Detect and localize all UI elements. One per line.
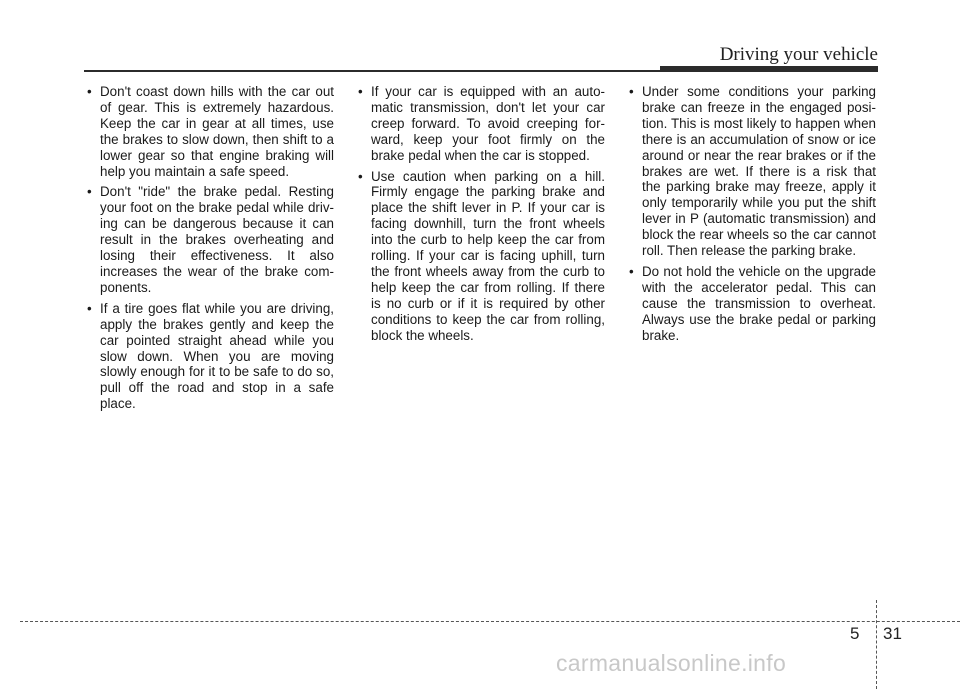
list-item-text: Under some conditions your parking brake can freeze in the engaged posi-tion. This is most likely to happen when there is an accumulation of snow or ice around or near the rear brakes or if the brakes are wet. If there is a risk that the parking brake may freeze, apply it only temporarily while you put the shift lever in P (automatic transmission) and block the rear wheels so the car cannot roll. Then release the parking brake. bbox=[642, 84, 876, 259]
list-item-text: Don't coast down hills with the car out of gear. This is extremely hazardous. Keep the car in gear at all times, use the brakes to slow down, then shift to a lower gear so that engine braking will help you maintain a safe speed. bbox=[100, 84, 334, 179]
list-item bbox=[355, 169, 605, 344]
header-rule-accent bbox=[660, 66, 878, 72]
list-item bbox=[84, 84, 334, 179]
list-item bbox=[84, 301, 334, 412]
list-item bbox=[84, 184, 334, 295]
list-item-text: If your car is equipped with an auto-matic transmission, don't let your car creep forward. To avoid creeping for-ward, keep your foot firmly on the brake pedal when the car is stopped. bbox=[371, 84, 605, 163]
bullet: • bbox=[358, 84, 363, 99]
bullet: • bbox=[87, 300, 92, 316]
section-title: Driving your vehicle bbox=[719, 44, 878, 65]
bullet: • bbox=[629, 263, 634, 279]
text-column-1 bbox=[84, 84, 334, 417]
watermark: carmanualsonline.info bbox=[556, 650, 787, 676]
bullet: • bbox=[629, 84, 634, 99]
footer-divider bbox=[876, 600, 877, 689]
bullet: • bbox=[87, 84, 92, 99]
page-number: 31 bbox=[883, 624, 902, 643]
text-column-3 bbox=[626, 84, 876, 349]
list-item-text: Don't "ride" the brake pedal. Resting your foot on the brake pedal while driv-ing can be dangerous because it can result in the brakes overheating and losing their effectiveness. It also increases the wear of the brake com-ponents. bbox=[100, 184, 334, 295]
footer-rule bbox=[20, 621, 960, 622]
list-item-text: Do not hold the vehicle on the upgrade with the accelerator pedal. This can cause the transmission to overheat. Always use the brake pedal or parking brake. bbox=[642, 263, 876, 343]
text-column-2 bbox=[355, 84, 605, 349]
bullet: • bbox=[358, 168, 363, 184]
list-item bbox=[626, 264, 876, 344]
list-item-text: Use caution when parking on a hill. Firmly engage the parking brake and place the shift lever in P. If your car is facing downhill, turn the front wheels into the curb to help keep the car from rolling. If your car is facing uphill, turn the front wheels away from the curb to help keep the car from rolling. If there is no curb or if it is required by other conditions to keep the car from rolling, block the wheels. bbox=[371, 168, 605, 343]
list-item-text: If a tire goes flat while you are driving, apply the brakes gently and keep the car pointed straight ahead while you slow down. When you are moving slowly enough for it to be safe to do so, pull off the road and stop in a safe place. bbox=[100, 300, 334, 412]
chapter-number: 5 bbox=[850, 624, 860, 643]
list-item bbox=[626, 84, 876, 259]
bullet: • bbox=[87, 184, 92, 200]
list-item bbox=[355, 84, 605, 164]
